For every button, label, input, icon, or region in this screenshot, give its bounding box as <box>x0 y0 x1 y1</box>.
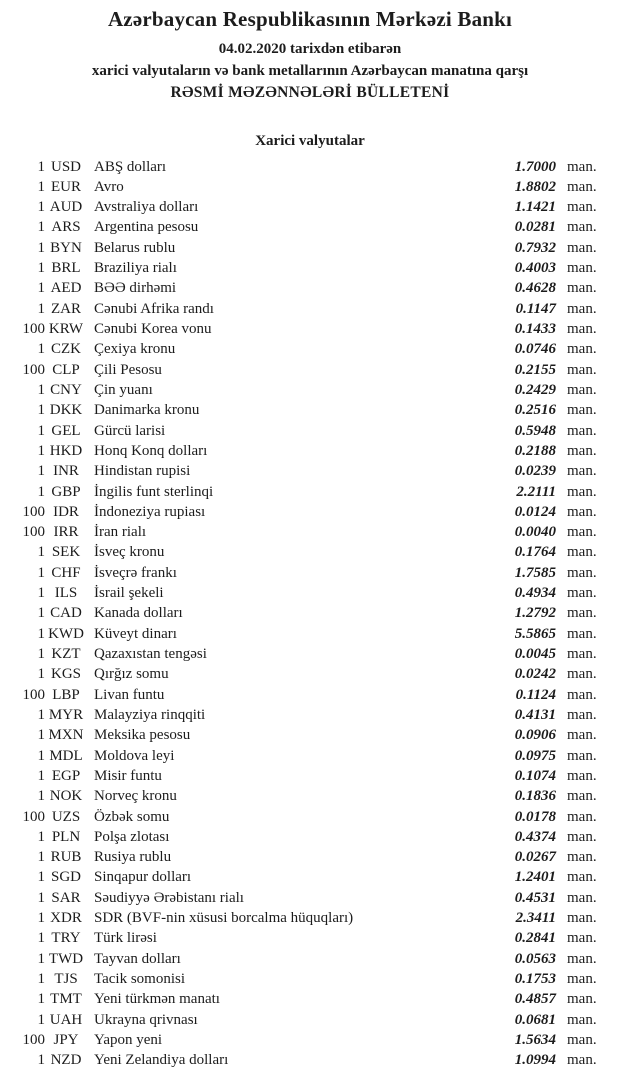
quantity-cell: 1 <box>37 910 45 927</box>
unit-label-cell: man. <box>567 361 597 378</box>
currency-code-cell: XDR <box>50 910 82 927</box>
unit-label-cell: man. <box>567 199 597 216</box>
currency-name-cell: Honq Konq dolları <box>94 442 208 459</box>
currency-code-cell: EUR <box>51 178 81 195</box>
rate-value-cell: 0.0040 <box>514 524 556 541</box>
unit-label-cell: man. <box>567 260 597 277</box>
rate-value-cell: 0.4857 <box>514 991 556 1008</box>
rate-row <box>0 542 620 562</box>
rate-row <box>0 1050 620 1070</box>
rate-value-cell: 0.1764 <box>514 544 556 561</box>
rate-row <box>0 644 620 664</box>
currency-name-cell: Norveç kronu <box>94 788 177 805</box>
currency-code-cell: GEL <box>51 422 81 439</box>
unit-label-cell: man. <box>567 849 597 866</box>
quantity-cell: 1 <box>37 605 45 622</box>
currency-code-cell: CZK <box>51 341 81 358</box>
rate-value-cell: 0.2841 <box>514 930 556 947</box>
unit-label-cell: man. <box>567 625 597 642</box>
currency-name-cell: Küveyt dinarı <box>94 625 177 642</box>
rate-value-cell: 0.0975 <box>514 747 556 764</box>
rate-value-cell: 0.0281 <box>514 219 556 236</box>
currency-name-cell: Rusiya rublu <box>94 849 172 866</box>
currency-name-cell: Danimarka kronu <box>94 402 200 419</box>
quantity-cell: 100 <box>22 503 45 520</box>
rate-value-cell: 0.4934 <box>514 585 556 602</box>
rate-value-cell: 5.5865 <box>514 625 556 642</box>
currency-name-cell: Hindistan rupisi <box>94 463 191 480</box>
currency-code-cell: SGD <box>50 869 81 886</box>
rate-row <box>0 969 620 989</box>
currency-name-cell: Gürcü larisi <box>94 422 166 439</box>
quantity-cell: 1 <box>37 300 45 317</box>
quantity-cell: 1 <box>37 991 45 1008</box>
currency-code-cell: SEK <box>51 544 81 561</box>
rate-row <box>0 319 620 339</box>
currency-name-cell: Malayziya rinqqiti <box>94 706 206 723</box>
unit-label-cell: man. <box>567 442 597 459</box>
rate-row <box>0 705 620 725</box>
rate-value-cell: 0.2429 <box>514 381 556 398</box>
rate-row <box>0 786 620 806</box>
rate-value-cell: 0.1753 <box>514 971 556 987</box>
rate-row <box>0 949 620 969</box>
exchange-rates-table <box>0 157 620 1071</box>
quantity-cell: 1 <box>37 869 45 886</box>
currency-code-cell: PLN <box>51 828 81 845</box>
unit-label-cell: man. <box>567 828 597 845</box>
quantity-cell: 1 <box>37 158 45 175</box>
quantity-cell: 1 <box>37 341 45 358</box>
rate-value-cell: 0.2155 <box>514 361 556 378</box>
unit-label-cell: man. <box>567 727 597 744</box>
currency-name-cell: Polşa zlotası <box>94 828 170 845</box>
rate-value-cell: 0.0124 <box>514 503 556 520</box>
currency-name-cell: BƏƏ dirhəmi <box>94 280 177 297</box>
rate-row <box>0 157 620 177</box>
unit-label-cell: man. <box>567 950 597 967</box>
rate-row <box>0 847 620 867</box>
currency-name-cell: Yeni Zelandiya dolları <box>94 1052 229 1069</box>
rate-value-cell: 1.2401 <box>514 869 556 886</box>
unit-label-cell: man. <box>567 564 597 581</box>
quantity-cell: 1 <box>37 280 45 297</box>
currency-code-cell: CHF <box>51 564 81 581</box>
rate-row <box>0 217 620 237</box>
rate-value-cell: 1.7585 <box>514 564 556 581</box>
unit-label-cell: man. <box>567 483 597 500</box>
rate-row <box>0 197 620 217</box>
currency-code-cell: JPY <box>53 1031 79 1048</box>
currency-code-cell: NZD <box>50 1052 82 1069</box>
currency-name-cell: Argentina pesosu <box>94 219 199 236</box>
unit-label-cell: man. <box>567 178 597 195</box>
rate-row <box>0 583 620 603</box>
unit-label-cell: man. <box>567 544 597 561</box>
currency-name-cell: Türk lirəsi <box>94 930 157 947</box>
unit-label-cell: man. <box>567 422 597 439</box>
currency-code-cell: USD <box>50 158 81 175</box>
rate-row <box>0 522 620 542</box>
currency-code-cell: MYR <box>48 706 84 723</box>
currency-name-cell: Qırğız somu <box>94 666 169 683</box>
rate-row <box>0 1030 620 1050</box>
rate-row <box>0 746 620 766</box>
rate-row <box>0 421 620 441</box>
quantity-cell: 1 <box>37 585 45 602</box>
currency-code-cell: MDL <box>49 747 83 764</box>
unit-label-cell: man. <box>567 808 597 825</box>
quantity-cell: 1 <box>37 849 45 866</box>
bank-title: Azərbaycan Respublikasının Mərkəzi Bankı <box>107 7 513 31</box>
quantity-cell: 1 <box>37 889 45 906</box>
rate-value-cell: 0.1147 <box>515 300 556 317</box>
quantity-cell: 100 <box>22 524 45 541</box>
currency-code-cell: KZT <box>51 646 81 662</box>
quantity-cell: 100 <box>22 321 45 337</box>
quantity-cell: 1 <box>37 483 45 500</box>
currency-name-cell: İngilis funt sterlinqi <box>94 483 214 500</box>
rate-value-cell: 0.5948 <box>514 422 556 439</box>
unit-label-cell: man. <box>567 341 597 358</box>
quantity-cell: 1 <box>37 788 45 805</box>
unit-label-cell: man. <box>567 585 597 602</box>
quantity-cell: 1 <box>37 930 45 947</box>
unit-label-cell: man. <box>567 381 597 398</box>
rate-value-cell: 0.4531 <box>514 889 556 906</box>
rate-value-cell: 0.2516 <box>514 402 556 419</box>
quantity-cell: 1 <box>37 706 45 723</box>
currency-name-cell: Çin yuanı <box>94 381 153 398</box>
rate-row <box>0 928 620 948</box>
rate-value-cell: 0.2188 <box>514 442 556 459</box>
currency-code-cell: KWD <box>48 625 84 642</box>
currency-name-cell: ABŞ dolları <box>94 158 167 175</box>
currency-code-cell: AED <box>50 280 82 297</box>
unit-label-cell: man. <box>567 991 597 1008</box>
rate-row <box>0 380 620 400</box>
rate-row <box>0 867 620 887</box>
rate-row <box>0 360 620 380</box>
rate-value-cell: 0.1433 <box>514 321 556 337</box>
rate-row <box>0 888 620 908</box>
unit-label-cell: man. <box>567 889 597 906</box>
rate-value-cell: 0.0045 <box>514 646 556 662</box>
unit-label-cell: man. <box>567 686 597 703</box>
rate-value-cell: 0.0242 <box>514 666 556 683</box>
currency-name-cell: Tayvan dolları <box>94 950 181 967</box>
rate-value-cell: 1.1421 <box>514 199 556 216</box>
unit-label-cell: man. <box>567 1011 597 1028</box>
rate-value-cell: 0.7932 <box>514 239 556 256</box>
quantity-cell: 1 <box>37 260 45 277</box>
quantity-cell: 100 <box>22 1031 45 1048</box>
unit-label-cell: man. <box>567 158 597 175</box>
rate-row <box>0 441 620 461</box>
quantity-cell: 1 <box>37 950 45 967</box>
unit-label-cell: man. <box>567 239 597 256</box>
rate-value-cell: 0.0267 <box>514 849 556 866</box>
rate-row <box>0 766 620 786</box>
rate-value-cell: 2.3411 <box>515 910 556 927</box>
rate-row <box>0 908 620 928</box>
unit-label-cell: man. <box>567 463 597 480</box>
currency-name-cell: Yapon yeni <box>94 1031 163 1048</box>
currency-code-cell: NOK <box>49 788 83 805</box>
rate-row <box>0 339 620 359</box>
currency-code-cell: MXN <box>48 727 84 744</box>
rate-row <box>0 827 620 847</box>
quantity-cell: 1 <box>37 625 45 642</box>
rate-value-cell: 0.1124 <box>515 686 556 703</box>
unit-label-cell: man. <box>567 524 597 541</box>
currency-code-cell: TJS <box>54 971 78 987</box>
currency-code-cell: TMT <box>50 991 82 1008</box>
currency-name-cell: Ukrayna qrivnası <box>94 1011 198 1028</box>
unit-label-cell: man. <box>567 280 597 297</box>
rate-row <box>0 725 620 745</box>
currency-name-cell: Livan funtu <box>94 686 165 703</box>
rate-row <box>0 278 620 298</box>
currency-code-cell: RUB <box>50 849 82 866</box>
bulletin-title: RƏSMİ MƏZƏNNƏLƏRİ BÜLLETENİ <box>170 84 450 101</box>
quantity-cell: 1 <box>37 199 45 216</box>
unit-label-cell: man. <box>567 300 597 317</box>
rate-row <box>0 461 620 481</box>
currency-name-cell: Yeni türkmən manatı <box>94 991 220 1008</box>
rate-value-cell: 0.4003 <box>514 260 556 277</box>
rate-value-cell: 1.5634 <box>514 1031 556 1048</box>
currency-name-cell: Avro <box>94 178 124 195</box>
rate-row <box>0 563 620 583</box>
currency-code-cell: IRR <box>53 524 79 541</box>
currency-name-cell: İndoneziya rupiası <box>94 503 206 520</box>
unit-label-cell: man. <box>567 706 597 723</box>
unit-label-cell: man. <box>567 971 597 987</box>
currency-code-cell: CNY <box>50 381 82 398</box>
unit-label-cell: man. <box>567 605 597 622</box>
rate-row <box>0 482 620 502</box>
currency-code-cell: ZAR <box>51 300 81 317</box>
currency-code-cell: DKK <box>49 402 83 419</box>
quantity-cell: 100 <box>22 361 45 378</box>
unit-label-cell: man. <box>567 219 597 236</box>
currency-name-cell: SDR (BVF-nin xüsusi borcalma hüquqları) <box>94 910 354 927</box>
rate-value-cell: 0.1074 <box>514 767 556 784</box>
quantity-cell: 1 <box>37 727 45 744</box>
rate-row <box>0 258 620 278</box>
section-title-foreign-currencies: Xarici valyutalar <box>255 132 365 149</box>
rate-row <box>0 807 620 827</box>
rate-value-cell: 1.8802 <box>514 178 556 195</box>
currency-name-cell: Cənubi Afrika randı <box>94 300 214 317</box>
quantity-cell: 1 <box>37 178 45 195</box>
currency-name-cell: Çexiya kronu <box>94 341 176 358</box>
currency-code-cell: EGP <box>51 767 81 784</box>
currency-code-cell: LBP <box>52 686 80 703</box>
currency-code-cell: TWD <box>48 950 84 967</box>
currency-code-cell: CLP <box>52 361 80 378</box>
currency-name-cell: Avstraliya dolları <box>94 199 199 216</box>
quantity-cell: 1 <box>37 442 45 459</box>
unit-label-cell: man. <box>567 747 597 764</box>
currency-name-cell: İran rialı <box>94 524 147 541</box>
rate-value-cell: 0.0681 <box>514 1011 556 1028</box>
currency-code-cell: TRY <box>51 930 81 947</box>
currency-code-cell: BRL <box>51 260 81 277</box>
quantity-cell: 1 <box>37 1011 45 1028</box>
quantity-cell: 1 <box>37 219 45 236</box>
currency-name-cell: İsveç kronu <box>94 544 165 561</box>
currency-name-cell: Meksika pesosu <box>94 727 191 744</box>
currency-name-cell: İsveçrə frankı <box>94 564 177 581</box>
rate-value-cell: 0.0178 <box>514 808 556 825</box>
currency-name-cell: Cənubi Korea vonu <box>94 321 212 337</box>
rate-value-cell: 0.4131 <box>514 706 556 723</box>
quantity-cell: 100 <box>22 686 45 703</box>
currency-code-cell: HKD <box>49 442 83 459</box>
bulletin-header <box>0 0 620 104</box>
currency-code-cell: SAR <box>51 889 81 906</box>
currency-name-cell: Braziliya rialı <box>94 260 177 277</box>
quantity-cell: 1 <box>37 666 45 683</box>
rate-value-cell: 2.2111 <box>516 483 556 500</box>
currency-name-cell: İsrail şekeli <box>94 585 164 602</box>
currency-code-cell: AUD <box>49 199 83 216</box>
quantity-cell: 1 <box>37 971 45 987</box>
currency-code-cell: ILS <box>54 585 78 602</box>
rate-row <box>0 989 620 1009</box>
currency-code-cell: UZS <box>51 808 81 825</box>
quantity-cell: 1 <box>37 239 45 256</box>
quantity-cell: 1 <box>37 564 45 581</box>
currency-code-cell: GBP <box>51 483 81 500</box>
quantity-cell: 100 <box>22 808 45 825</box>
unit-label-cell: man. <box>567 402 597 419</box>
rate-row <box>0 238 620 258</box>
unit-label-cell: man. <box>567 767 597 784</box>
currency-code-cell: UAH <box>49 1011 83 1028</box>
currency-name-cell: Misir funtu <box>94 767 162 784</box>
rate-value-cell: 1.0994 <box>514 1052 556 1069</box>
rate-row <box>0 400 620 420</box>
currency-name-cell: Səudiyyə Ərəbistanı rialı <box>94 889 244 906</box>
currency-code-cell: CAD <box>50 605 82 622</box>
rate-value-cell: 0.0563 <box>514 950 556 967</box>
rate-value-cell: 0.4628 <box>514 280 556 297</box>
quantity-cell: 1 <box>37 646 45 662</box>
unit-label-cell: man. <box>567 503 597 520</box>
quantity-cell: 1 <box>37 422 45 439</box>
unit-label-cell: man. <box>567 930 597 947</box>
quantity-cell: 1 <box>37 747 45 764</box>
quantity-cell: 1 <box>37 402 45 419</box>
rate-value-cell: 0.4374 <box>514 828 556 845</box>
unit-label-cell: man. <box>567 1031 597 1048</box>
unit-label-cell: man. <box>567 646 597 662</box>
currency-code-cell: INR <box>53 463 79 480</box>
unit-label-cell: man. <box>567 788 597 805</box>
currency-name-cell: Qazaxıstan tengəsi <box>94 646 207 662</box>
rate-row <box>0 624 620 644</box>
currency-code-cell: ARS <box>51 219 81 236</box>
effective-date: 04.02.2020 tarixdən etibarən <box>218 41 402 57</box>
quantity-cell: 1 <box>37 1052 45 1069</box>
quantity-cell: 1 <box>37 381 45 398</box>
currency-code-cell: KRW <box>48 321 84 337</box>
rate-value-cell: 0.1836 <box>514 788 556 805</box>
rate-row <box>0 177 620 197</box>
currency-name-cell: Sinqapur dolları <box>94 869 192 886</box>
rate-row <box>0 502 620 522</box>
rate-value-cell: 0.0746 <box>514 341 556 358</box>
currency-code-cell: IDR <box>53 503 79 520</box>
currency-name-cell: Kanada dolları <box>94 605 183 622</box>
bulletin-subtitle: xarici valyutaların və bank metallarının Azərbaycan manatına qarşı <box>91 62 529 79</box>
currency-name-cell: Belarus rublu <box>94 239 176 256</box>
quantity-cell: 1 <box>37 767 45 784</box>
rate-row <box>0 685 620 705</box>
rate-row <box>0 664 620 684</box>
rate-value-cell: 0.0906 <box>514 727 556 744</box>
currency-code-cell: KGS <box>50 666 81 683</box>
currency-name-cell: Tacik somonisi <box>94 971 186 987</box>
quantity-cell: 1 <box>37 544 45 561</box>
unit-label-cell: man. <box>567 321 597 337</box>
unit-label-cell: man. <box>567 910 597 927</box>
rate-row <box>0 299 620 319</box>
quantity-cell: 1 <box>37 463 45 480</box>
unit-label-cell: man. <box>567 666 597 683</box>
rate-value-cell: 1.7000 <box>514 158 556 175</box>
currency-name-cell: Özbək somu <box>94 808 170 825</box>
rate-row <box>0 603 620 623</box>
rate-value-cell: 1.2792 <box>514 605 556 622</box>
currency-name-cell: Çili Pesosu <box>94 361 162 378</box>
unit-label-cell: man. <box>567 1052 597 1069</box>
rate-row <box>0 1010 620 1030</box>
quantity-cell: 1 <box>37 828 45 845</box>
rate-value-cell: 0.0239 <box>514 463 556 480</box>
unit-label-cell: man. <box>567 869 597 886</box>
currency-name-cell: Moldova leyi <box>94 747 175 764</box>
currency-code-cell: BYN <box>50 239 82 256</box>
